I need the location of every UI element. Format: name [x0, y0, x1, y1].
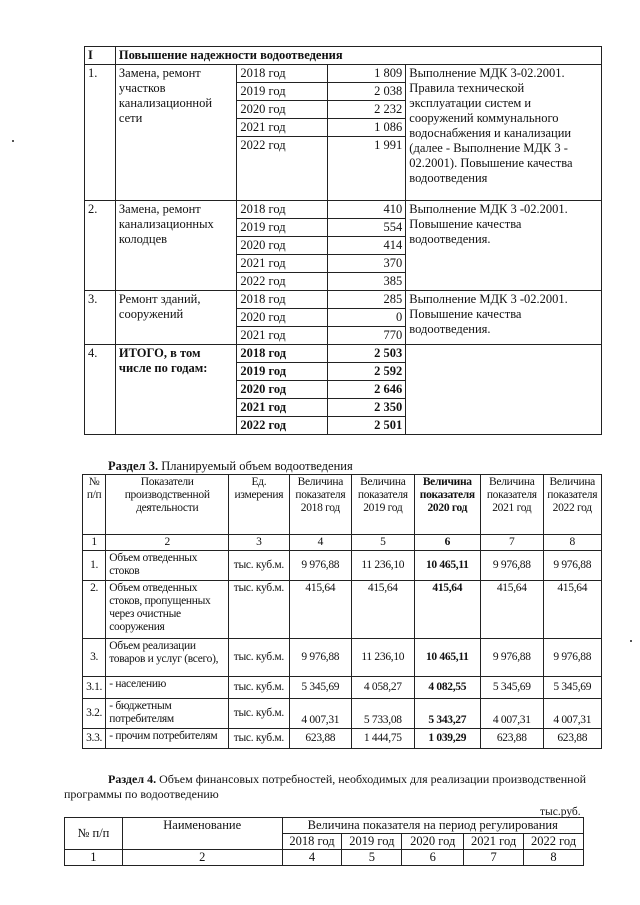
col-header: Показатели производственной деятельности — [106, 475, 229, 535]
value-cell: 623,88 — [543, 729, 601, 749]
row-note: Выполнение МДК 3 -02.2001. Повышение качества водоотведения. — [406, 201, 602, 291]
table-row — [85, 291, 602, 309]
table-row — [85, 65, 602, 83]
value-cell: 2 232 — [328, 101, 406, 119]
row-unit: тыс. куб.м. — [229, 677, 289, 699]
value-cell: 415,64 — [414, 581, 481, 639]
value-cell: 0 — [328, 309, 406, 327]
col-header: Величина показателя 2021 год — [481, 475, 543, 535]
year-header: 2022 год — [524, 834, 584, 850]
row-num: 3.1. — [83, 677, 106, 699]
row-unit: тыс. куб.м. — [229, 551, 289, 581]
value-cell: 1 991 — [328, 137, 406, 201]
col-number: 8 — [543, 535, 601, 551]
value-cell: 9 976,88 — [289, 639, 351, 677]
section-i-table — [84, 46, 602, 435]
year-cell: 2021 год — [237, 255, 328, 273]
value-cell: 4 058,27 — [352, 677, 414, 699]
value-cell: 1 086 — [328, 119, 406, 137]
column-number-row — [65, 850, 584, 866]
year-cell: 2022 год — [237, 417, 328, 435]
table-row — [85, 201, 602, 219]
row-num: 1. — [85, 65, 116, 201]
section-i-num: I — [85, 47, 116, 65]
value-cell: 414 — [328, 237, 406, 255]
value-cell: 1 444,75 — [352, 729, 414, 749]
value-cell: 11 236,10 — [352, 551, 414, 581]
section-4-label: Раздел 4. — [108, 772, 157, 786]
value-cell: 9 976,88 — [481, 639, 543, 677]
row-note: Выполнение МДК 3 -02.2001. Повышение качества водоотведения. — [406, 291, 602, 345]
year-cell: 2018 год — [237, 291, 328, 309]
value-cell: 5 345,69 — [543, 677, 601, 699]
row-num: 3. — [83, 639, 106, 677]
scan-mark — [630, 640, 632, 642]
row-note: Выполнение МДК 3-02.2001. Правила технической эксплуатации систем и сооружений коммунального водоснабжения и канализации (далее - Выполнение МДК 3 - 02.2001). Повышение качества водоотведения — [406, 65, 602, 201]
section-4-title: Объем финансовых потребностей, необходимых для реализации производственной программы по водоотведению — [64, 772, 586, 801]
col-number: 7 — [464, 850, 524, 866]
value-cell: 2 501 — [328, 417, 406, 435]
table-row — [83, 677, 602, 699]
row-name: - населению — [106, 677, 229, 699]
value-cell: 415,64 — [481, 581, 543, 639]
year-cell: 2019 год — [237, 363, 328, 381]
column-number-row — [83, 535, 602, 551]
value-cell: 2 038 — [328, 83, 406, 101]
value-cell: 415,64 — [352, 581, 414, 639]
value-cell: 5 343,27 — [414, 699, 481, 729]
row-num: 2. — [85, 201, 116, 291]
year-cell: 2019 год — [237, 83, 328, 101]
year-cell: 2020 год — [237, 237, 328, 255]
year-header: 2019 год — [342, 834, 402, 850]
row-num: 3. — [85, 291, 116, 345]
row-unit: тыс. куб.м. — [229, 581, 289, 639]
year-cell: 2022 год — [237, 273, 328, 291]
table-row — [83, 639, 602, 677]
row-name: - бюджетным потребителям — [106, 699, 229, 729]
value-cell: 2 592 — [328, 363, 406, 381]
section-4-table — [64, 817, 584, 866]
section-i-header-row — [85, 47, 602, 65]
year-cell: 2020 год — [237, 309, 328, 327]
header-row — [65, 818, 584, 834]
value-cell: 623,88 — [289, 729, 351, 749]
col-number: 3 — [229, 535, 289, 551]
section-3-caption — [108, 459, 353, 474]
row-name: Ремонт зданий, сооружений — [115, 291, 237, 345]
table-row — [83, 581, 602, 639]
value-cell: 410 — [328, 201, 406, 219]
year-header: 2018 год — [282, 834, 342, 850]
header-row — [83, 475, 602, 535]
col-header: Наименование — [122, 818, 282, 850]
value-cell: 2 646 — [328, 381, 406, 399]
table-row — [85, 345, 602, 363]
col-number: 6 — [402, 850, 464, 866]
value-cell: 5 345,69 — [289, 677, 351, 699]
col-header: № п/п — [83, 475, 106, 535]
year-cell: 2020 год — [237, 101, 328, 119]
year-cell: 2021 год — [237, 119, 328, 137]
col-number: 7 — [481, 535, 543, 551]
col-number: 5 — [342, 850, 402, 866]
table-row — [83, 699, 602, 729]
row-note — [406, 345, 602, 435]
year-header: 2021 год — [464, 834, 524, 850]
row-num: 4. — [85, 345, 116, 435]
col-header: Ед. измерения — [229, 475, 289, 535]
section-i-title: Повышение надежности водоотведения — [115, 47, 601, 65]
col-number: 1 — [83, 535, 106, 551]
value-cell: 9 976,88 — [543, 639, 601, 677]
col-number: 4 — [289, 535, 351, 551]
col-number: 2 — [106, 535, 229, 551]
row-num: 3.3. — [83, 729, 106, 749]
col-number: 1 — [65, 850, 123, 866]
value-cell: 1 809 — [328, 65, 406, 83]
value-cell: 5 733,08 — [352, 699, 414, 729]
row-name: Объем реализации товаров и услуг (всего), — [106, 639, 229, 677]
col-header: Величина показателя 2018 год — [289, 475, 351, 535]
col-header: Величина показателя 2022 год — [543, 475, 601, 535]
col-header: № п/п — [65, 818, 123, 850]
section-3-title: Планируемый объем водоотведения — [161, 459, 353, 473]
value-cell: 4 007,31 — [481, 699, 543, 729]
value-cell: 11 236,10 — [352, 639, 414, 677]
value-cell: 4 082,55 — [414, 677, 481, 699]
row-name: Объем отведенных стоков, пропущенных через очистные сооружения — [106, 581, 229, 639]
section-3-label: Раздел 3. — [108, 459, 159, 473]
section-4-caption — [64, 772, 586, 802]
value-cell: 4 007,31 — [289, 699, 351, 729]
col-number: 6 — [414, 535, 481, 551]
year-cell: 2018 год — [237, 65, 328, 83]
value-cell: 10 465,11 — [414, 551, 481, 581]
value-cell: 623,88 — [481, 729, 543, 749]
value-cell: 5 345,69 — [481, 677, 543, 699]
value-cell: 2 503 — [328, 345, 406, 363]
row-unit: тыс. куб.м. — [229, 729, 289, 749]
col-header: Величина показателя 2020 год — [414, 475, 481, 535]
year-cell: 2022 год — [237, 137, 328, 201]
row-name: ИТОГО, в том числе по годам: — [115, 345, 237, 435]
year-cell: 2021 год — [237, 327, 328, 345]
table-row — [83, 551, 602, 581]
col-number: 4 — [282, 850, 342, 866]
year-cell: 2019 год — [237, 219, 328, 237]
value-cell: 9 976,88 — [543, 551, 601, 581]
col-number: 8 — [524, 850, 584, 866]
col-number: 5 — [352, 535, 414, 551]
row-num: 3.2. — [83, 699, 106, 729]
col-header: Величина показателя на период регулирования — [282, 818, 583, 834]
scan-mark — [12, 140, 14, 142]
value-cell: 2 350 — [328, 399, 406, 417]
value-cell: 370 — [328, 255, 406, 273]
section-3-table — [82, 474, 602, 749]
row-unit: тыс. куб.м. — [229, 639, 289, 677]
value-cell: 385 — [328, 273, 406, 291]
row-name: Замена, ремонт участков канализационной сети — [115, 65, 237, 201]
value-cell: 10 465,11 — [414, 639, 481, 677]
year-cell: 2018 год — [237, 345, 328, 363]
row-name: - прочим потребителям — [106, 729, 229, 749]
row-name: Объем отведенных стоков — [106, 551, 229, 581]
value-cell: 415,64 — [289, 581, 351, 639]
col-header: Величина показателя 2019 год — [352, 475, 414, 535]
col-number: 2 — [122, 850, 282, 866]
unit-label: тыс.руб. — [540, 806, 581, 818]
table-row — [83, 729, 602, 749]
value-cell: 9 976,88 — [481, 551, 543, 581]
value-cell: 1 039,29 — [414, 729, 481, 749]
year-header: 2020 год — [402, 834, 464, 850]
row-name: Замена, ремонт канализационных колодцев — [115, 201, 237, 291]
value-cell: 4 007,31 — [543, 699, 601, 729]
value-cell: 554 — [328, 219, 406, 237]
year-cell: 2020 год — [237, 381, 328, 399]
row-num: 1. — [83, 551, 106, 581]
row-unit: тыс. куб.м. — [229, 699, 289, 729]
value-cell: 9 976,88 — [289, 551, 351, 581]
row-num: 2. — [83, 581, 106, 639]
year-cell: 2018 год — [237, 201, 328, 219]
value-cell: 415,64 — [543, 581, 601, 639]
value-cell: 770 — [328, 327, 406, 345]
year-cell: 2021 год — [237, 399, 328, 417]
value-cell: 285 — [328, 291, 406, 309]
